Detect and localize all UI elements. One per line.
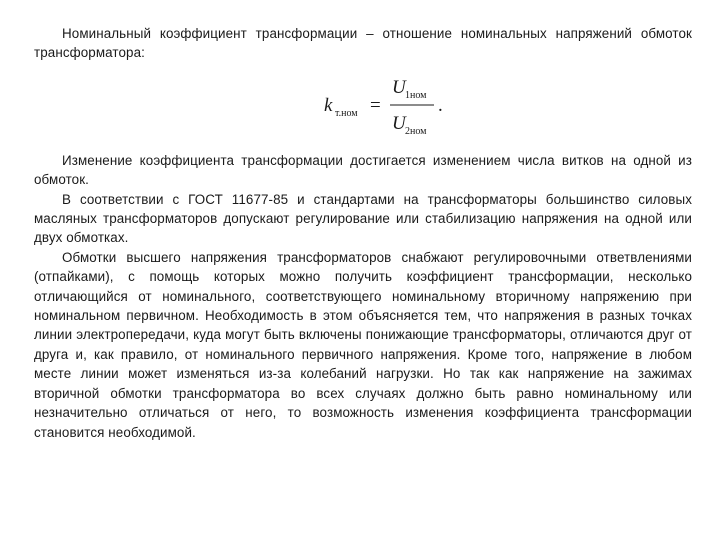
- formula-terminator: .: [438, 94, 443, 116]
- formula-denominator-symbol: U: [392, 112, 406, 134]
- transformation-ratio-formula: [34, 63, 692, 147]
- formula-numerator-symbol: U: [392, 76, 406, 98]
- formula-lhs-subscript: т.ном: [335, 107, 358, 119]
- paragraph-taps: Обмотки высшего напряжения трансформаторов снабжают регулировочными ответвлениями (отпайками), с помощь которых можно получить коэффициент трансформации, несколько отличающийся от номинального, соответствующего номинальному вторичному напряжению при номинальном первичном. Необходимость в этом объясняется тем, что напряжения в разных точках линии электропередачи, куда могут быть включены понижающие трансформаторы, отличаются друг от друга и, как правило, от номинального первичного напряжения. Кроме того, напряжение в любом месте линии может изменяться из-за колебаний нагрузки. Но так как напряжение на зажимах вторичной обмотки трансформатора во всех случаях должно быть равно номинальному или незначительно отличаться от него, то возможность изменения коэффициента трансформации становится необходимой.: [34, 249, 692, 440]
- formula-denominator-subscript: 2ном: [405, 125, 427, 137]
- paragraph-ratio-change: Изменение коэффициента трансформации достигается изменением числа витков на одной из обмоток.: [34, 152, 692, 188]
- formula-equals: =: [370, 94, 381, 116]
- paragraph-definition: Номинальный коэффициент трансформации – отношение номинальных напряжений обмоток трансформатора:: [34, 26, 692, 61]
- formula-svg: [318, 67, 468, 143]
- formula-lhs-symbol: k: [324, 94, 333, 116]
- formula-numerator-subscript: 1ном: [405, 89, 427, 101]
- paragraph-gost: В соответствии с ГОСТ 11677-85 и стандартами на трансформаторы большинство силовых масляных трансформаторов допускают регулирование или стабилизацию напряжения на одной или двух обмотках.: [34, 191, 692, 246]
